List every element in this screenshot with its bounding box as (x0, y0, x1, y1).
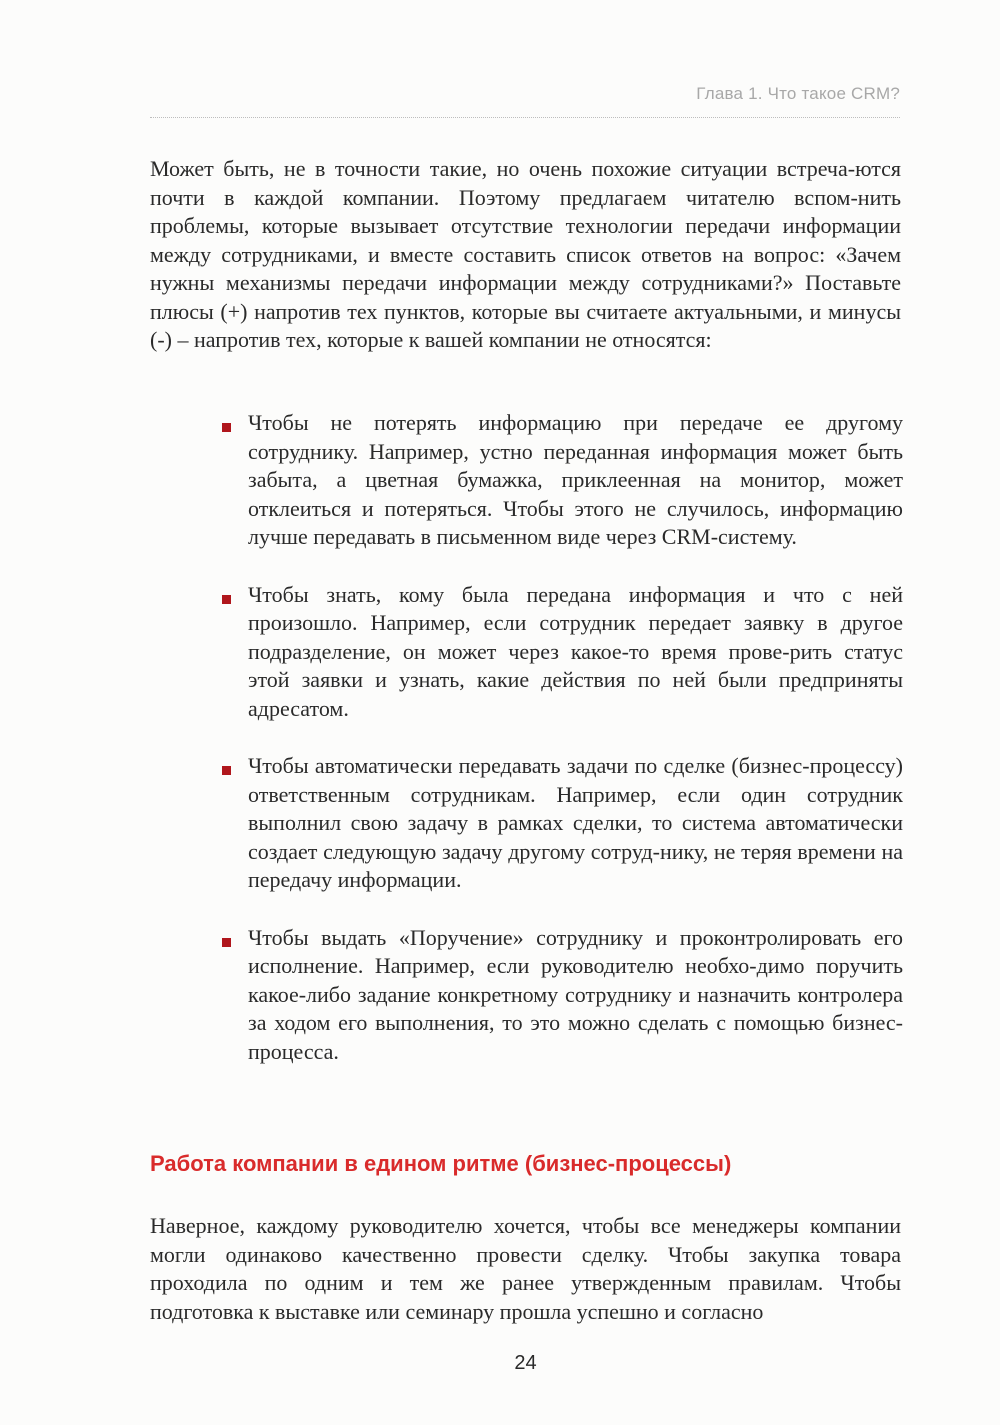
square-bullet-icon (222, 595, 231, 604)
bullet-list (218, 409, 903, 1095)
square-bullet-icon (222, 423, 231, 432)
intro-paragraph: Может быть, не в точности такие, но очень похожие ситуации встреча-ются почти в каждой компании. Поэтому предлагаем читателю вспом-нить проблемы, которые вызывает отсутствие технологии передачи информации между сотрудниками, и вместе составить список ответов на вопрос: «Зачем нужны механизмы передачи информации между сотрудниками?» Поставьте плюсы (+) напротив тех пунктов, которые вы считаете актуальными, и минусы (-) – напротив тех, которые к вашей компании не относятся: (150, 156, 901, 352)
list-item-text: Чтобы выдать «Поручение» сотруднику и проконтролировать его исполнение. Например, если руководителю необхо-димо поручить какое-либо задание конкретному сотруднику и назначить контролера за ходом его выполнения, то это можно сделать с помощью бизнес-процесса. (248, 924, 903, 1064)
square-bullet-icon (222, 766, 231, 775)
list-item (218, 581, 903, 724)
list-item (218, 924, 903, 1067)
list-item-text: Чтобы знать, кому была передана информация и что с ней произошло. Например, если сотрудник передает заявку в другое подразделение, он может через какое-то время прове-рить статус этой заявки и узнать, какие действия по ней были предприняты адресатом. (248, 581, 903, 721)
square-bullet-icon (222, 938, 231, 947)
running-header: Глава 1. Что такое CRM? (696, 84, 900, 103)
page-number: 24 (514, 1352, 537, 1374)
list-item-text: Чтобы не потерять информацию при передаче ее другому сотруднику. Например, устно переданная информация может быть забыта, а цветная бумажка, приклеенная на монитор, может отклеиться и потеряться. Чтобы этого не случилось, информацию лучше передавать в письменном виде через CRM-систему. (248, 410, 903, 549)
section-heading: Работа компании в едином ритме (бизнес-процессы) (150, 1151, 732, 1176)
header-divider (150, 117, 900, 118)
section-paragraph: Наверное, каждому руководителю хочется, чтобы все менеджеры компании могли одинаково качественно провести сделку. Чтобы закупка товара проходила по одним и тем же ранее утвержденным правилам. Чтобы подготовка к выставке или семинару прошла успешно и согласно (150, 1213, 901, 1324)
list-item (218, 752, 903, 895)
list-item (218, 409, 903, 552)
list-item-text: Чтобы автоматически передавать задачи по сделке (бизнес-процессу) ответственным сотрудникам. Например, если один сотрудник выполнил свою задачу в рамках сделки, то система автоматически создает следующую задачу другому сотруд-нику, не теряя времени на передачу информации. (248, 753, 903, 892)
